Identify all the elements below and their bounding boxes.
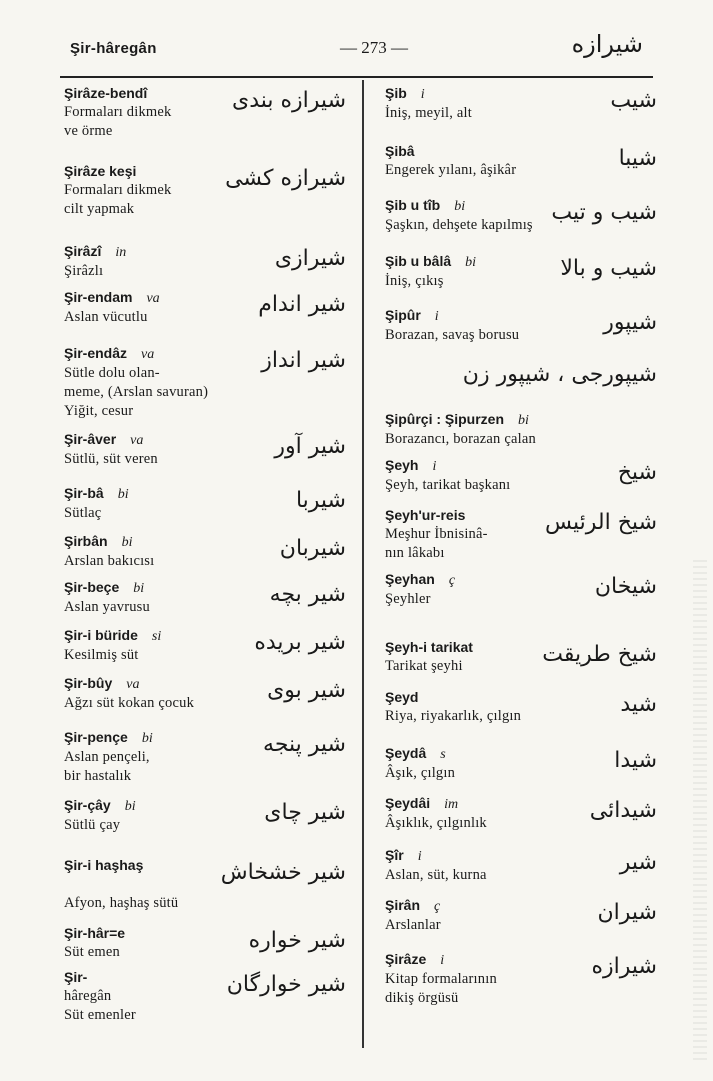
headword-text: Şeyd <box>385 689 419 705</box>
dictionary-entry <box>385 794 657 838</box>
dictionary-entry <box>385 252 657 296</box>
headword-text: Şir-i haşhaş <box>64 857 144 873</box>
headword-text: Şib u tîb <box>385 197 441 213</box>
dictionary-entry <box>64 162 354 218</box>
headword-text: Şirâze keşi <box>64 163 137 179</box>
grammar-abbrev: i <box>434 309 439 324</box>
grammar-abbrev: bi <box>454 199 466 214</box>
arabic-script-word: شيربا <box>295 488 346 513</box>
dictionary-entry <box>385 744 657 788</box>
grammar-abbrev: ç <box>448 573 456 588</box>
definition-line: Tarikat şeyhi <box>385 658 463 674</box>
running-header-right: شيرازه <box>571 30 643 58</box>
scan-edge-texture <box>693 560 707 1060</box>
running-header-left: Şir-hâregân <box>70 40 157 57</box>
headword-text: Şir-hâr=e <box>64 925 126 941</box>
definition-line: Şaşkın, dehşete kapılmış <box>385 217 533 233</box>
definition-line: ve örme <box>64 123 113 139</box>
arabic-script-word: شير اندام <box>258 292 346 317</box>
dictionary-entry <box>385 950 657 1006</box>
grammar-abbrev: bi <box>121 535 133 550</box>
dictionary-entry <box>64 578 354 622</box>
dictionary-entry <box>64 856 354 916</box>
grammar-abbrev: bi <box>124 799 136 814</box>
definition-line: bir hastalık <box>64 768 132 784</box>
definition-line: Kesilmiş süt <box>64 647 139 663</box>
grammar-abbrev: va <box>141 347 155 362</box>
grammar-abbrev: bi <box>117 487 129 502</box>
dictionary-entry <box>64 968 354 1028</box>
definition-line: cilt yapmak <box>64 201 135 217</box>
definition-line: nın lâkabı <box>385 545 445 561</box>
definition-line: Şeyhler <box>385 591 431 607</box>
definition-line: Afyon, haşhaş sütü <box>64 895 179 911</box>
headword-text: Şeyh'ur-reis <box>385 507 466 523</box>
grammar-abbrev: i <box>417 849 422 864</box>
grammar-abbrev: s <box>440 747 446 762</box>
arabic-script-word: شيپور <box>603 310 657 335</box>
arabic-script-word: شير انداز <box>261 348 346 373</box>
definition-line: Sütlaç <box>64 505 102 521</box>
headword-text: Şir-endâz <box>64 345 128 361</box>
arabic-script-word: شير <box>619 850 657 875</box>
dictionary-entry <box>385 196 657 240</box>
dictionary-entry <box>385 142 657 188</box>
definition-line: Aslan yavrusu <box>64 599 150 615</box>
headword-text: Şir-çây <box>64 797 111 813</box>
dictionary-entry <box>385 688 657 732</box>
definition-line: İniş, çıkış <box>385 273 444 289</box>
arabic-script-word: شيرازه كشى <box>225 166 346 191</box>
dictionary-entry <box>385 84 657 124</box>
dictionary-entry <box>385 846 657 890</box>
entry-headword <box>385 410 653 430</box>
definition-line: Arslanlar <box>385 917 441 933</box>
arabic-script-word: شير آور <box>274 434 346 459</box>
definition-line: Âşık, çılgın <box>385 765 456 781</box>
definition-line: Şirâzlı <box>64 263 104 279</box>
grammar-abbrev: va <box>130 433 144 448</box>
grammar-abbrev: i <box>440 953 445 968</box>
grammar-abbrev: bi <box>133 581 145 596</box>
definition-line: Âşıklık, çılgınlık <box>385 815 487 831</box>
headword-text: Şeyh-i tarikat <box>385 639 473 655</box>
dictionary-entry <box>385 570 657 614</box>
arabic-script-word: شيخان <box>594 574 657 599</box>
dictionary-entry <box>385 638 657 682</box>
headword-text: Şirâze-bendî <box>64 85 148 101</box>
arabic-script-word: شيرازه بندى <box>232 88 346 113</box>
arabic-script-word: شير بوى <box>267 678 346 703</box>
headword-text: Şir-i büride <box>64 627 138 643</box>
dictionary-entry <box>64 796 354 852</box>
headword-text: Şirân <box>385 897 421 913</box>
definition-line: Formaları dikmek <box>64 182 172 198</box>
dictionary-entry <box>64 288 354 328</box>
headword-text: Şir-bâ <box>64 485 104 501</box>
dictionary-entry <box>385 456 657 500</box>
arabic-script-word: شيربان <box>279 536 346 561</box>
definition-line: Borazancı, borazan çalan <box>385 431 536 447</box>
definition-line: Aslan vücutlu <box>64 309 148 325</box>
definition-line: Riya, riyakarlık, çılgın <box>385 708 522 724</box>
definition-line: dikiş örgüsü <box>385 990 459 1006</box>
arabic-script-word: شيبا <box>618 146 657 171</box>
definition-line: Arslan bakıcısı <box>64 553 155 569</box>
arabic-script-word: شير پنجه <box>263 732 346 757</box>
definition-line: Sütlü, süt veren <box>64 451 158 467</box>
entry-headword <box>385 688 653 707</box>
headword-text: Şib u bâlâ <box>385 253 452 269</box>
definition-line: Aslan pençeli, <box>64 749 150 765</box>
grammar-abbrev: im <box>444 797 459 812</box>
dictionary-entry <box>64 242 354 286</box>
arabic-script-word: شيدائى <box>589 798 657 823</box>
definition-line: hâregân <box>64 988 112 1004</box>
headword-text: Şirâzî <box>64 243 102 259</box>
dictionary-entry <box>64 484 354 528</box>
headword-text: Şirbân <box>64 533 108 549</box>
arabic-script-word: شيد <box>620 692 657 717</box>
page-number: — 273 — <box>340 38 408 57</box>
column-divider <box>362 80 364 1048</box>
arabic-script-word: شير خواره <box>248 928 346 953</box>
dictionary-entry <box>385 896 657 940</box>
arabic-script-word: شير خشخاش <box>220 860 346 885</box>
entry-headword <box>385 846 653 866</box>
definition-line: Yiğit, cesur <box>64 403 134 419</box>
dictionary-entry <box>385 506 657 564</box>
headword-text: Şir-endam <box>64 289 133 305</box>
dictionary-entry <box>64 728 354 790</box>
arabic-script-word: شيخ <box>617 460 657 485</box>
grammar-abbrev: i <box>420 87 425 102</box>
headword-text: Şir-âver <box>64 431 117 447</box>
definition-line: Borazan, savaş borusu <box>385 327 520 343</box>
definition-line: Aslan, süt, kurna <box>385 867 487 883</box>
dictionary-entry <box>385 306 657 350</box>
dictionary-entry <box>64 84 354 140</box>
grammar-abbrev: va <box>126 677 140 692</box>
arabic-script-word: شيب و تيب <box>551 200 657 225</box>
definition-line: Engerek yılanı, âşikâr <box>385 162 517 178</box>
arabic-script-word: شير چاى <box>264 800 346 825</box>
headword-text: Şipûrçi : Şipurzen <box>385 411 505 427</box>
arabic-script-word: شيپورجى ، شيپور زن <box>462 362 657 387</box>
grammar-abbrev: si <box>151 629 162 644</box>
grammar-abbrev: bi <box>141 731 153 746</box>
definition-line: Formaları dikmek <box>64 104 172 120</box>
arabic-script-word: شيب و بالا <box>560 256 657 281</box>
arabic-script-word: شيرازى <box>274 246 346 271</box>
grammar-abbrev: ç <box>434 899 441 914</box>
headword-text: Şib <box>385 85 407 101</box>
definition-line: Ağzı süt kokan çocuk <box>64 695 195 711</box>
dictionary-entry <box>64 430 354 476</box>
definition-line: Kitap formalarının <box>385 971 497 987</box>
grammar-abbrev: in <box>115 245 127 260</box>
definition-line: meme, (Arslan savuran) <box>64 384 209 400</box>
header-rule <box>60 76 653 78</box>
headword-text: Şir- <box>64 969 88 985</box>
definition-line: Şeyh, tarikat başkanı <box>385 477 511 493</box>
dictionary-entry <box>64 626 354 672</box>
headword-text: Şeydâi <box>385 795 431 811</box>
arabic-script-word: شيخ الرئيس <box>544 510 657 535</box>
headword-text: Şipûr <box>385 307 421 323</box>
definition-line: Sütlü çay <box>64 817 121 833</box>
grammar-abbrev: bi <box>518 413 529 428</box>
headword-text: Şirâze <box>385 951 427 967</box>
grammar-abbrev: bi <box>465 255 477 270</box>
headword-text: Şir-bûy <box>64 675 113 691</box>
headword-text: Şir-beçe <box>64 579 120 595</box>
dictionary-entry <box>385 410 653 454</box>
definition-line: Sütle dolu olan- <box>64 365 160 381</box>
arabic-script-word: شيخ طريقت <box>542 642 657 667</box>
headword-text: Şibâ <box>385 143 415 159</box>
headword-text: Şeyhan <box>385 571 435 587</box>
arabic-script-word: شيران <box>597 900 657 925</box>
definition-line: İniş, meyil, alt <box>385 105 472 121</box>
headword-text: Şir-pençe <box>64 729 128 745</box>
definition-line: Süt emen <box>64 944 120 960</box>
definition-line: Süt emenler <box>64 1007 136 1023</box>
dictionary-entry <box>64 674 354 718</box>
entry-headword <box>385 456 653 476</box>
headword-text: Şeydâ <box>385 745 427 761</box>
entry-headword <box>385 142 653 161</box>
dictionary-entry <box>64 344 354 424</box>
arabic-script-word: شيرازه <box>591 954 657 979</box>
arabic-script-word: شير خوارگان <box>226 972 346 997</box>
arabic-script-word: شيب <box>610 88 657 113</box>
headword-text: Şeyh <box>385 457 419 473</box>
grammar-abbrev: i <box>432 459 437 474</box>
entry-headword <box>385 744 653 764</box>
dictionary-entry <box>385 362 657 396</box>
grammar-abbrev: va <box>146 291 160 306</box>
arabic-script-word: شير بچه <box>269 582 346 607</box>
arabic-script-word: شير بريده <box>254 630 346 655</box>
dictionary-entry <box>64 532 354 574</box>
headword-text: Şîr <box>385 847 404 863</box>
dictionary-entry <box>64 924 354 966</box>
definition-line: Meşhur İbnisinâ- <box>385 526 488 542</box>
arabic-script-word: شيدا <box>614 748 657 773</box>
